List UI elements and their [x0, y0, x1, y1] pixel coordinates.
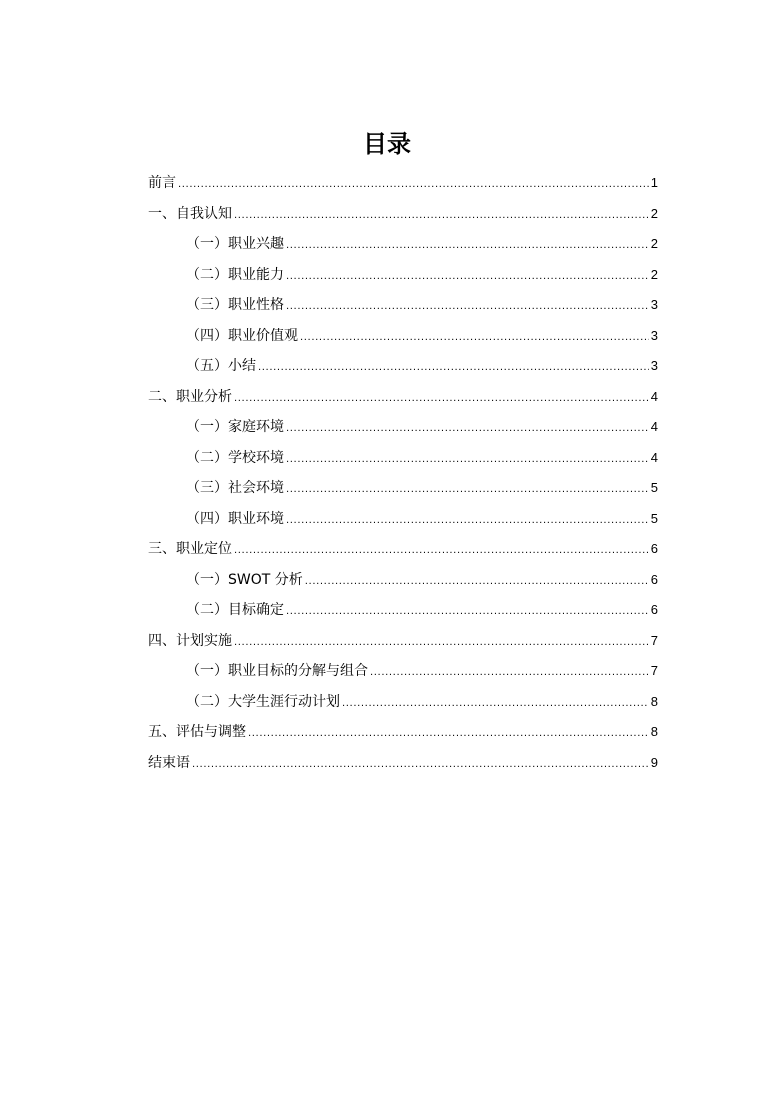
toc-entry-label: （二）职业能力 [186, 266, 284, 283]
toc-entry-page: 3 [650, 358, 658, 373]
dot-leader [286, 414, 649, 445]
toc-entry-label: 前言 [148, 175, 176, 191]
dot-leader [258, 353, 649, 384]
toc-entry[interactable] [148, 534, 658, 565]
toc-entry[interactable] [148, 443, 658, 474]
dot-leader [305, 567, 649, 598]
toc-entry[interactable] [148, 504, 658, 535]
toc-entry-label: 四、计划实施 [148, 632, 232, 649]
dot-leader [286, 231, 649, 262]
toc-entry-page: 4 [650, 449, 658, 465]
toc-entry[interactable] [148, 229, 658, 260]
toc-entry-page: 8 [650, 724, 658, 739]
toc-entry-label: （二）大学生涯行动计划 [186, 693, 340, 710]
toc-entry-label: 五、评估与调整 [148, 724, 246, 740]
dot-leader [234, 628, 649, 659]
dot-leader [248, 719, 649, 750]
toc-entry-page: 5 [650, 480, 658, 495]
dot-leader [286, 262, 649, 293]
toc-entry-label: 一、自我认知 [148, 205, 232, 222]
toc-entry[interactable] [148, 321, 658, 352]
toc-entry-page: 6 [650, 541, 658, 556]
toc-entry-page: 3 [650, 327, 658, 343]
dot-leader [234, 201, 649, 232]
toc-entry[interactable] [148, 260, 658, 291]
toc-entry-page: 2 [650, 205, 658, 221]
dot-leader [234, 384, 649, 415]
toc-entry-page: 4 [650, 419, 658, 434]
dot-leader [342, 689, 649, 720]
toc-entry-label: （五）小结 [186, 358, 256, 374]
toc-entry-page: 3 [650, 297, 658, 312]
toc-entry[interactable] [148, 595, 658, 626]
toc-entry-label: （三）社会环境 [186, 480, 284, 496]
toc-entry[interactable] [148, 565, 658, 596]
toc-entry-label: （三）职业性格 [186, 297, 284, 313]
toc-entry-label: （一）职业目标的分解与组合 [186, 663, 368, 679]
toc-entry-page: 1 [650, 175, 658, 190]
toc-entry-page: 7 [650, 663, 658, 678]
toc-entry[interactable] [148, 687, 658, 718]
toc-entry-label: 三、职业定位 [148, 541, 232, 557]
toc-entry-label: （一）职业兴趣 [186, 236, 284, 252]
toc-entry-label: （一）家庭环境 [186, 419, 284, 435]
toc-entry[interactable] [148, 290, 658, 321]
toc-entry-page: 6 [650, 602, 658, 617]
dot-leader [370, 658, 649, 689]
toc-entry-page: 5 [650, 510, 658, 526]
dot-leader [286, 445, 649, 476]
toc-entry-page: 8 [650, 693, 658, 709]
toc-entry[interactable] [148, 351, 658, 382]
toc-entry-page: 9 [650, 754, 658, 770]
dot-leader [192, 750, 649, 781]
toc-entry[interactable] [148, 717, 658, 748]
toc-entry-label: （二）学校环境 [186, 449, 284, 466]
toc-entry-label: （一）SWOT 分析 [186, 571, 303, 588]
dot-leader [286, 597, 649, 628]
toc-entry-label: （四）职业环境 [186, 510, 284, 527]
toc-entry-page: 7 [650, 632, 658, 648]
dot-leader [286, 292, 649, 323]
toc-entry-label: （二）目标确定 [186, 602, 284, 618]
toc-entry-page: 6 [650, 571, 658, 587]
dot-leader [234, 536, 649, 567]
dot-leader [286, 475, 649, 506]
toc-entry[interactable] [148, 168, 658, 199]
toc-entry[interactable] [148, 199, 658, 230]
toc-entry-page: 2 [650, 236, 658, 251]
dot-leader [286, 506, 649, 537]
toc-entry[interactable] [148, 656, 658, 687]
toc-entry-page: 2 [650, 266, 658, 282]
dot-leader [300, 323, 649, 354]
toc-entry-label: （四）职业价值观 [186, 327, 298, 344]
toc-entry-label: 结束语 [148, 754, 190, 771]
toc-entry[interactable] [148, 748, 658, 779]
toc-entry[interactable] [148, 626, 658, 657]
toc-entry[interactable] [148, 412, 658, 443]
dot-leader [178, 170, 649, 201]
toc-title: 目录 [363, 130, 411, 158]
toc-entry[interactable] [148, 473, 658, 504]
toc-entry-page: 4 [650, 388, 658, 404]
toc-list [148, 168, 658, 778]
toc-entry-label: 二、职业分析 [148, 388, 232, 405]
toc-entry[interactable] [148, 382, 658, 413]
